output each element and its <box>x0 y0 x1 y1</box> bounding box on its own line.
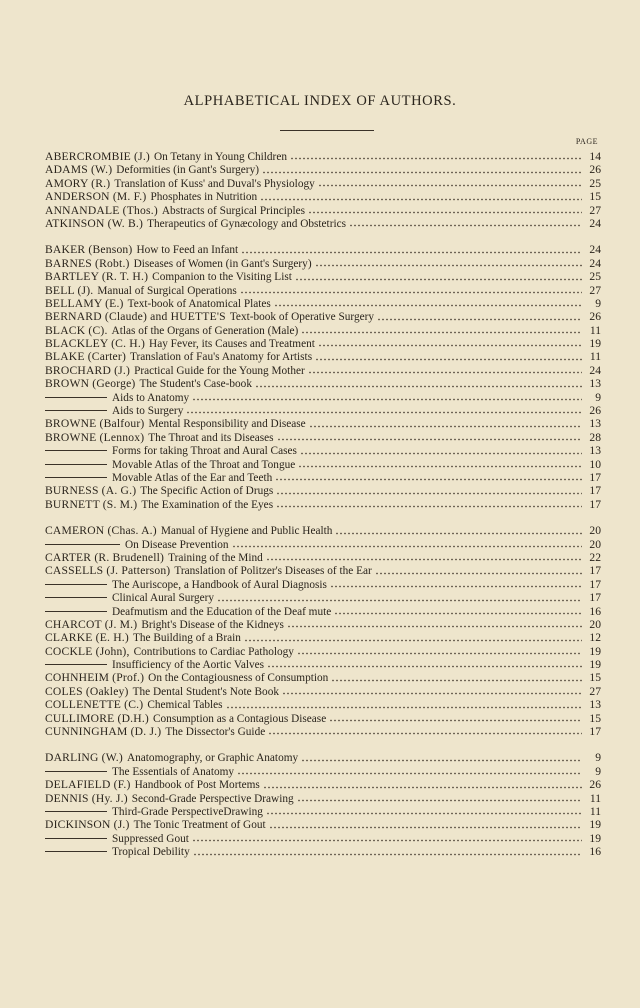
index-entry <box>45 337 601 350</box>
dot-leader <box>329 714 582 722</box>
dot-leader <box>276 500 582 508</box>
ditto-dash <box>45 771 107 772</box>
index-entry <box>45 792 601 805</box>
work-title: Hay Fever, its Causes and Treatment <box>149 338 315 351</box>
page-number: 14 <box>589 150 601 163</box>
author-name: ATKINSON (W. B.) <box>45 216 144 230</box>
dot-leader <box>276 487 582 495</box>
page-number: 26 <box>589 404 601 418</box>
index-entry <box>45 270 601 283</box>
page-number: 28 <box>589 430 601 444</box>
page-number: 24 <box>589 256 601 270</box>
work-title: Forms for taking Throat and Aural Cases <box>112 445 297 458</box>
page-number: 17 <box>589 470 601 484</box>
work-title: Training of the Mind <box>168 551 263 564</box>
work-title: Tropical Debility <box>112 846 190 859</box>
page-number: 13 <box>589 698 601 712</box>
dot-leader <box>290 152 582 160</box>
page-number: 17 <box>589 564 601 578</box>
dot-leader <box>237 767 582 775</box>
work-title: Therapeutics of Gynæcology and Obstetrics <box>147 217 347 230</box>
dot-leader <box>308 366 582 374</box>
dot-leader <box>241 246 582 254</box>
page-number: 22 <box>589 550 601 564</box>
work-title: The Building of a Brain <box>132 632 241 645</box>
index-entry <box>45 310 601 323</box>
author-name: CASSELLS (J. Patterson) <box>45 564 171 578</box>
work-title: Manual of Hygiene and Public Health <box>160 525 333 538</box>
work-title: Suppressed Gout <box>112 832 189 845</box>
index-entry <box>45 591 601 604</box>
index-entry <box>45 177 601 190</box>
index-entry <box>45 778 601 791</box>
author-name: CUNNINGHAM (D. J.) <box>45 725 162 739</box>
dot-leader <box>308 206 582 214</box>
index-entry <box>45 645 601 658</box>
page-number: 17 <box>589 725 601 739</box>
page-number: 25 <box>589 176 601 190</box>
page-number: 9 <box>595 296 601 310</box>
dot-leader <box>267 660 582 668</box>
author-name: BURNESS (A. G.) <box>45 484 137 498</box>
work-title: The Tonic Treatment of Gout <box>133 819 266 832</box>
page-number: 19 <box>589 644 601 658</box>
page-number: 17 <box>589 484 601 498</box>
dot-leader <box>335 527 582 535</box>
page-number: 17 <box>589 497 601 511</box>
page-number: 17 <box>589 591 601 605</box>
dot-leader <box>266 553 582 561</box>
author-index-list <box>45 150 601 859</box>
author-name: BROWNE (Lennox) <box>45 430 145 444</box>
author-name: BELLAMY (E.) <box>45 296 124 310</box>
index-entry <box>45 698 601 711</box>
dot-leader <box>295 273 582 281</box>
ditto-dash <box>45 450 107 451</box>
page-number: 20 <box>589 524 601 538</box>
work-title: Anatomography, or Graphic Anatomy <box>126 752 299 765</box>
page-number: 9 <box>595 764 601 778</box>
dot-leader <box>334 607 582 615</box>
author-name: BROCHARD (J.) <box>45 363 131 377</box>
author-name: BROWN (George) <box>45 377 136 391</box>
index-entry <box>45 364 601 377</box>
dot-leader <box>263 781 582 789</box>
dot-leader <box>331 674 582 682</box>
dot-leader <box>297 794 582 802</box>
page-column-label: PAGE <box>575 137 598 146</box>
page-number: 10 <box>589 457 601 471</box>
ditto-dash <box>45 851 107 852</box>
dot-leader <box>309 420 582 428</box>
page-number: 25 <box>589 270 601 284</box>
author-name: DENNIS (Hy. J.) <box>45 791 128 805</box>
index-entry <box>45 551 601 564</box>
page-number: 11 <box>589 791 601 805</box>
work-title: Contributions to Cardiac Pathology <box>133 645 294 658</box>
dot-leader <box>298 460 582 468</box>
work-title: Translation of Politzer's Diseases of the Ear <box>174 565 372 578</box>
work-title: Deafmutism and the Education of the Deaf mute <box>112 605 332 618</box>
work-title: Phosphates in Nutrition <box>150 191 258 204</box>
dot-leader <box>268 727 582 735</box>
author-name: BLACKLEY (C. H.) <box>45 337 146 351</box>
page-number: 26 <box>589 778 601 792</box>
work-title: The Throat and its Diseases <box>148 431 274 444</box>
work-title: Abstracts of Surgical Principles <box>161 204 306 217</box>
index-entry <box>45 685 601 698</box>
dot-leader <box>240 286 582 294</box>
author-name: COLLENETTE (C.) <box>45 698 144 712</box>
ditto-dash <box>45 544 120 545</box>
author-name: ABERCROMBIE (J.) <box>45 150 150 163</box>
author-name: ANNANDALE (Thos.) <box>45 203 158 217</box>
author-name: BAKER (Benson) <box>45 243 133 257</box>
author-name: CHARCOT (J. M.) <box>45 617 138 631</box>
work-title: The Dissector's Guide <box>165 726 266 739</box>
page-number: 24 <box>589 243 601 257</box>
author-name: DARLING (W.) <box>45 751 123 765</box>
page-number: 15 <box>589 671 601 685</box>
index-entry <box>45 658 601 671</box>
index-entry <box>45 845 601 858</box>
dot-leader <box>277 433 582 441</box>
dot-leader <box>318 339 582 347</box>
work-title: Bright's Disease of the Kidneys <box>141 618 284 631</box>
page-number: 26 <box>589 310 601 324</box>
work-title: The Dental Student's Note Book <box>132 685 279 698</box>
ditto-dash <box>45 410 107 411</box>
dot-leader <box>297 647 582 655</box>
dot-leader <box>301 326 582 334</box>
index-entry <box>45 832 601 845</box>
work-title: How to Feed an Infant <box>136 244 239 257</box>
ditto-dash <box>45 838 107 839</box>
index-entry <box>45 538 601 551</box>
work-title: Text-book of Anatomical Plates <box>127 297 271 310</box>
author-name: DELAFIELD (F.) <box>45 778 131 792</box>
page-number: 15 <box>589 711 601 725</box>
work-title: The Auriscope, a Handbook of Aural Diagnosis <box>112 578 327 591</box>
dot-leader <box>282 687 582 695</box>
author-name: BERNARD (Claude) and HUETTE'S <box>45 310 226 324</box>
page-number: 11 <box>589 804 601 818</box>
index-entry <box>45 458 601 471</box>
dot-leader <box>274 299 582 307</box>
dot-leader <box>186 406 582 414</box>
index-entry <box>45 163 601 176</box>
index-entry <box>45 765 601 778</box>
index-entry <box>45 204 601 217</box>
ditto-dash <box>45 664 107 665</box>
page-number: 9 <box>595 751 601 765</box>
author-name: BROWNE (Balfour) <box>45 417 145 431</box>
index-entry <box>45 284 601 297</box>
dot-leader <box>301 754 582 762</box>
dot-leader <box>275 473 582 481</box>
index-entry <box>45 257 601 270</box>
index-entry <box>45 524 601 537</box>
title-rule <box>280 130 374 131</box>
work-title: On the Contagiousness of Consumption <box>148 672 329 685</box>
work-title: Text-book of Operative Surgery <box>229 311 375 324</box>
work-title: Diseases of Women (in Gant's Surgery) <box>133 257 312 270</box>
author-name: AMORY (R.) <box>45 176 111 190</box>
page-number: 26 <box>589 163 601 177</box>
page-number: 24 <box>589 363 601 377</box>
page-number: 13 <box>589 444 601 458</box>
work-title: Companion to the Visiting List <box>152 271 292 284</box>
index-entry <box>45 631 601 644</box>
work-title: Mental Responsibility and Disease <box>148 418 306 431</box>
dot-leader <box>255 380 582 388</box>
page-number: 20 <box>589 537 601 551</box>
work-title: Aids to Surgery <box>112 405 184 418</box>
index-entry <box>45 297 601 310</box>
index-entry <box>45 484 601 497</box>
index-entry <box>45 217 601 230</box>
author-name: CULLIMORE (D.H.) <box>45 711 149 725</box>
index-entry <box>45 377 601 390</box>
author-name: BURNETT (S. M.) <box>45 497 138 511</box>
index-entry <box>45 605 601 618</box>
dot-leader <box>217 594 582 602</box>
ditto-dash <box>45 397 107 398</box>
index-entry <box>45 671 601 684</box>
dot-leader <box>318 179 582 187</box>
author-name: CLARKE (E. H.) <box>45 631 129 645</box>
work-title: Insufficiency of the Aortic Valves <box>112 659 265 672</box>
work-title: Practical Guide for the Young Mother <box>134 364 305 377</box>
page-number: 16 <box>589 845 601 859</box>
author-name: ADAMS (W.) <box>45 163 113 177</box>
author-name: CAMERON (Chas. A.) <box>45 524 157 538</box>
dot-leader <box>260 193 582 201</box>
index-entry <box>45 391 601 404</box>
author-name: COCKLE (John), <box>45 644 130 658</box>
dot-leader <box>377 313 582 321</box>
ditto-dash <box>45 611 107 612</box>
page-number: 19 <box>589 337 601 351</box>
dot-leader <box>232 540 582 548</box>
author-name: BARTLEY (R. T. H.) <box>45 270 149 284</box>
index-entry <box>45 243 601 256</box>
work-title: Aids to Anatomy <box>112 391 190 404</box>
work-title: The Specific Action of Drugs <box>140 485 274 498</box>
index-entry <box>45 404 601 417</box>
page-number: 20 <box>589 617 601 631</box>
ditto-dash <box>45 464 107 465</box>
index-entry <box>45 564 601 577</box>
work-title: Movable Atlas of the Throat and Tongue <box>112 458 296 471</box>
work-title: On Disease Prevention <box>125 538 229 551</box>
index-entry <box>45 712 601 725</box>
author-name: COHNHEIM (Prof.) <box>45 671 145 685</box>
dot-leader <box>269 821 582 829</box>
index-entry <box>45 498 601 511</box>
index-entry <box>45 417 601 430</box>
index-entry <box>45 444 601 457</box>
work-title: On Tetany in Young Children <box>153 151 287 163</box>
ditto-dash <box>45 477 107 478</box>
dot-leader <box>262 166 582 174</box>
author-name: DICKINSON (J.) <box>45 818 130 832</box>
dot-leader <box>300 447 582 455</box>
work-title: The Student's Case-book <box>139 378 252 391</box>
page-number: 27 <box>589 684 601 698</box>
dot-leader <box>244 634 582 642</box>
dot-leader <box>266 807 582 815</box>
page-number: 11 <box>589 350 601 364</box>
author-name: BLAKE (Carter) <box>45 350 127 364</box>
author-name: BELL (J). <box>45 283 94 297</box>
index-entry <box>45 618 601 631</box>
page-number: 13 <box>589 377 601 391</box>
page-number: 15 <box>589 190 601 204</box>
page-number: 13 <box>589 417 601 431</box>
page-number: 19 <box>589 658 601 672</box>
dot-leader <box>315 353 582 361</box>
index-entry <box>45 751 601 764</box>
page-number: 27 <box>589 203 601 217</box>
work-title: Chemical Tables <box>147 699 223 712</box>
work-title: Movable Atlas of the Ear and Teeth <box>112 471 273 484</box>
dot-leader <box>226 701 582 709</box>
index-entry <box>45 431 601 444</box>
dot-leader <box>192 834 582 842</box>
page-number: 17 <box>589 577 601 591</box>
index-entry <box>45 818 601 831</box>
work-title: Second-Grade Perspective Drawing <box>131 792 294 805</box>
work-title: Handbook of Post Mortems <box>134 779 260 792</box>
work-title: Deformities (in Gant's Surgery) <box>116 164 259 177</box>
author-name: COLES (Oakley) <box>45 684 129 698</box>
work-title: Consumption as a Contagious Disease <box>153 712 327 725</box>
dot-leader <box>315 259 582 267</box>
page-number: 19 <box>589 831 601 845</box>
work-title: The Examination of the Eyes <box>141 498 274 511</box>
dot-leader <box>193 848 582 856</box>
page-number: 12 <box>589 631 601 645</box>
work-title: Third-Grade PerspectiveDrawing <box>112 805 263 818</box>
ditto-dash <box>45 811 107 812</box>
author-name: BLACK (C). <box>45 323 108 337</box>
index-entry <box>45 190 601 203</box>
page-number: 11 <box>589 323 601 337</box>
work-title: Manual of Surgical Operations <box>97 284 237 297</box>
index-entry <box>45 324 601 337</box>
work-title: Atlas of the Organs of Generation (Male) <box>111 324 299 337</box>
page-number: 27 <box>589 283 601 297</box>
page-number: 19 <box>589 818 601 832</box>
dot-leader <box>349 219 582 227</box>
work-title: The Essentials of Anatomy <box>112 765 235 778</box>
index-entry <box>45 725 601 738</box>
work-title: Translation of Kuss' and Duval's Physiology <box>114 177 315 190</box>
work-title: Translation of Fau's Anatomy for Artists <box>130 351 313 364</box>
work-title: Clinical Aural Surgery <box>112 592 215 605</box>
dot-leader <box>375 567 582 575</box>
index-entry <box>45 471 601 484</box>
page-number: 24 <box>589 216 601 230</box>
page-number: 9 <box>595 390 601 404</box>
author-name: CARTER (R. Brudenell) <box>45 550 165 564</box>
ditto-dash <box>45 584 107 585</box>
dot-leader <box>192 393 582 401</box>
ditto-dash <box>45 597 107 598</box>
dot-leader <box>330 580 582 588</box>
index-entry <box>45 578 601 591</box>
author-name: ANDERSON (M. F.) <box>45 190 147 204</box>
index-entry <box>45 805 601 818</box>
index-entry <box>45 350 601 363</box>
author-name: BARNES (Robt.) <box>45 256 130 270</box>
page-number: 16 <box>589 604 601 618</box>
index-entry <box>45 150 601 163</box>
page-title: ALPHABETICAL INDEX OF AUTHORS. <box>183 93 457 109</box>
dot-leader <box>287 620 582 628</box>
